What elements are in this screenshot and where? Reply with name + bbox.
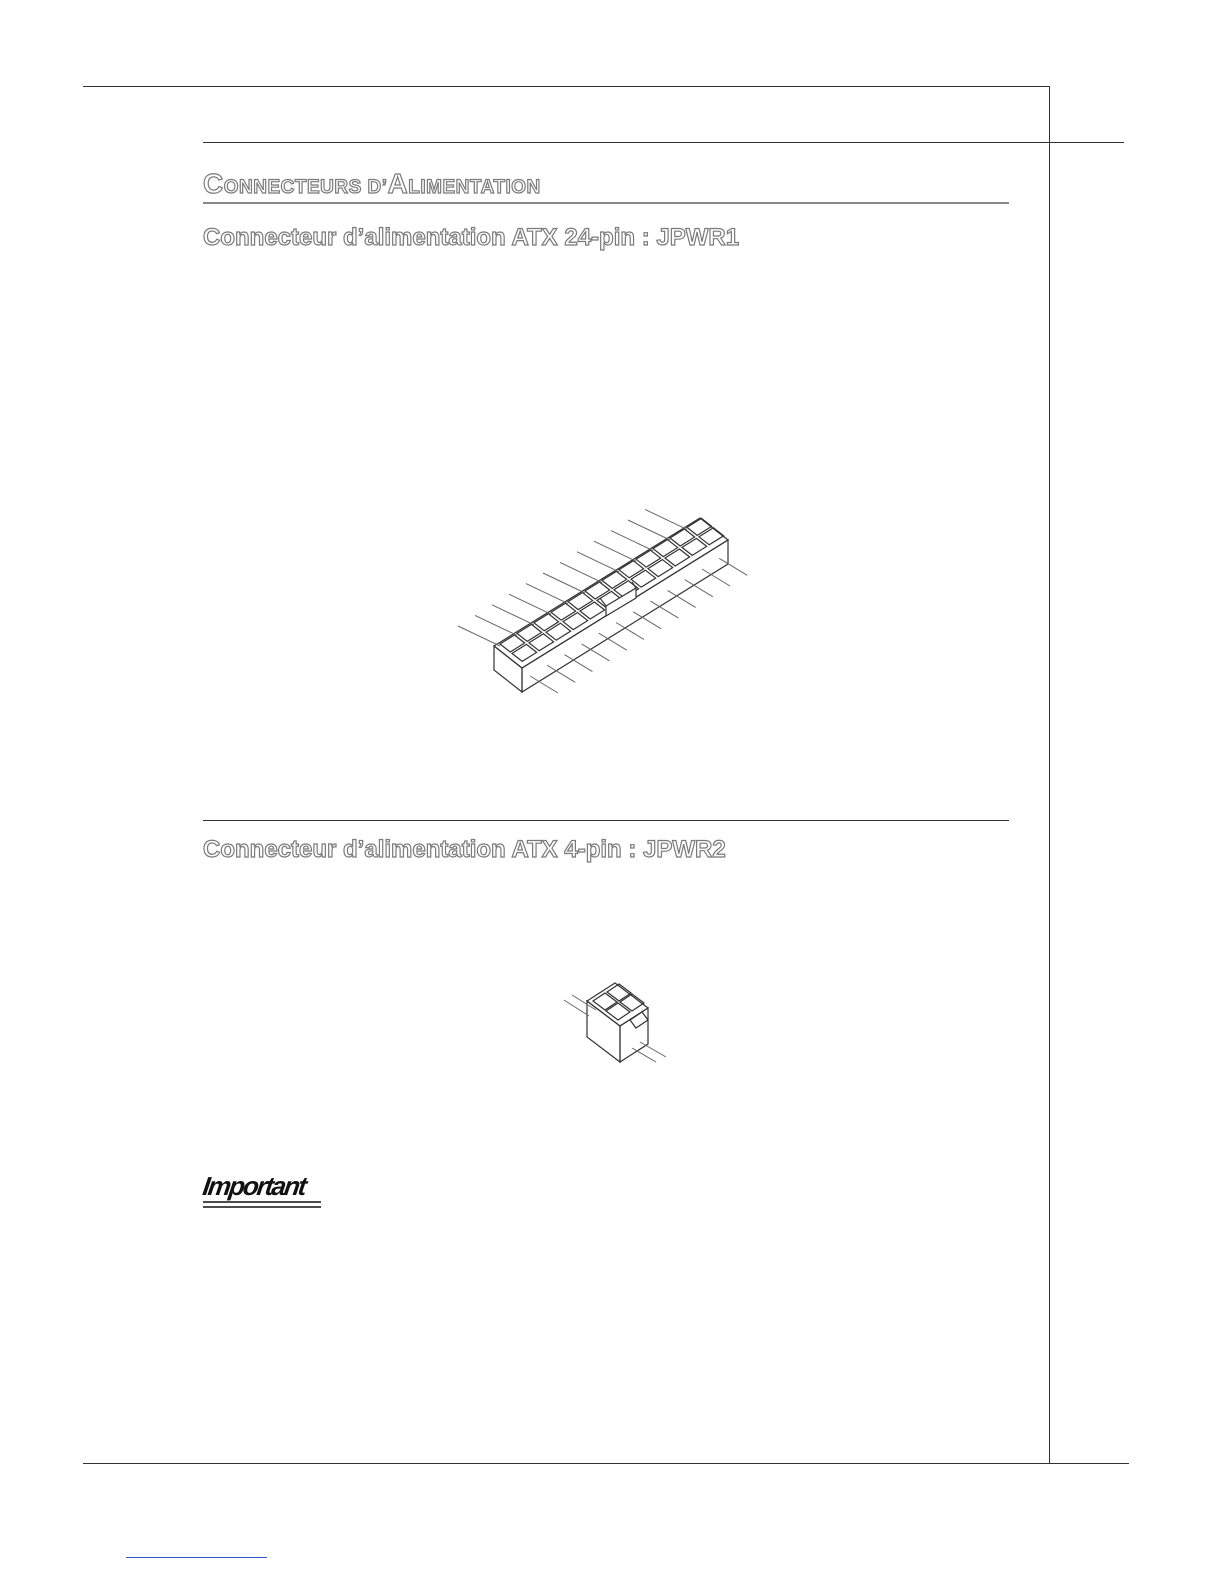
section-title: CONNECTEURS D’ALIMENTATION: [203, 168, 541, 199]
pin-cell: [648, 560, 673, 577]
pin-lead: [616, 623, 644, 640]
pin-cell: [585, 582, 610, 599]
pin-cell: [653, 540, 678, 557]
important-underline-icon: [203, 1200, 333, 1212]
pin-lead: [530, 676, 558, 693]
pin-lead: [577, 552, 619, 572]
connector-4pin-heading: Connecteur d’alimentation ATX 4-pin : JPWR2: [203, 836, 726, 863]
pin-lead: [582, 644, 610, 661]
pin-lead: [633, 612, 661, 629]
pin-lead: [628, 520, 670, 540]
pin-lead: [611, 531, 653, 551]
pin-cell: [682, 538, 707, 555]
header-rule: [203, 142, 1124, 143]
pin-lead: [526, 584, 568, 604]
pin-lead: [668, 590, 696, 607]
pin-cell: [602, 571, 627, 588]
pin-cell: [665, 549, 690, 566]
pin-cell: [580, 602, 605, 619]
pin-lead: [702, 569, 730, 586]
pin-lead: [685, 580, 713, 597]
pin-lead: [650, 601, 678, 618]
pin-cell: [597, 591, 622, 608]
top-frame-rule: [83, 86, 1050, 87]
footer-link-rule: [126, 1557, 267, 1558]
pin-cell: [631, 570, 656, 587]
right-frame-rule: [1049, 86, 1050, 1464]
pin-lead: [547, 665, 575, 682]
pin-cell: [512, 644, 537, 661]
pin-cell: [563, 613, 588, 630]
important-label: Important: [200, 1171, 308, 1201]
pin-lead: [719, 558, 747, 575]
section-title-underline: [203, 202, 1009, 204]
pin-lead: [458, 626, 500, 646]
pin-cell: [699, 528, 724, 545]
pin-cell: [687, 518, 712, 535]
pin-lead: [645, 509, 687, 529]
pin-cell: [500, 635, 525, 652]
bottom-frame-rule: [83, 1463, 1129, 1464]
pin-cell: [551, 603, 576, 620]
connector-divider: [203, 820, 1009, 821]
pin-lead: [543, 573, 585, 593]
pin-lead: [560, 562, 602, 582]
pin-cell: [614, 581, 639, 598]
pin-cell: [529, 634, 554, 651]
pin-lead: [475, 615, 517, 635]
pin-cell: [619, 561, 644, 578]
pin-cell: [517, 624, 542, 641]
connector-24pin-heading: Connecteur d’alimentation ATX 24-pin : JPWR1: [203, 224, 740, 251]
pin-lead: [509, 594, 551, 614]
pin-cell: [546, 623, 571, 640]
pin-lead: [564, 655, 592, 672]
pin-cell: [670, 529, 695, 546]
pin-cell: [636, 550, 661, 567]
pin-lead: [492, 605, 534, 625]
pin-lead: [594, 541, 636, 561]
pin-cell: [534, 614, 559, 631]
pin-lead: [599, 633, 627, 650]
pin-cell: [568, 593, 593, 610]
